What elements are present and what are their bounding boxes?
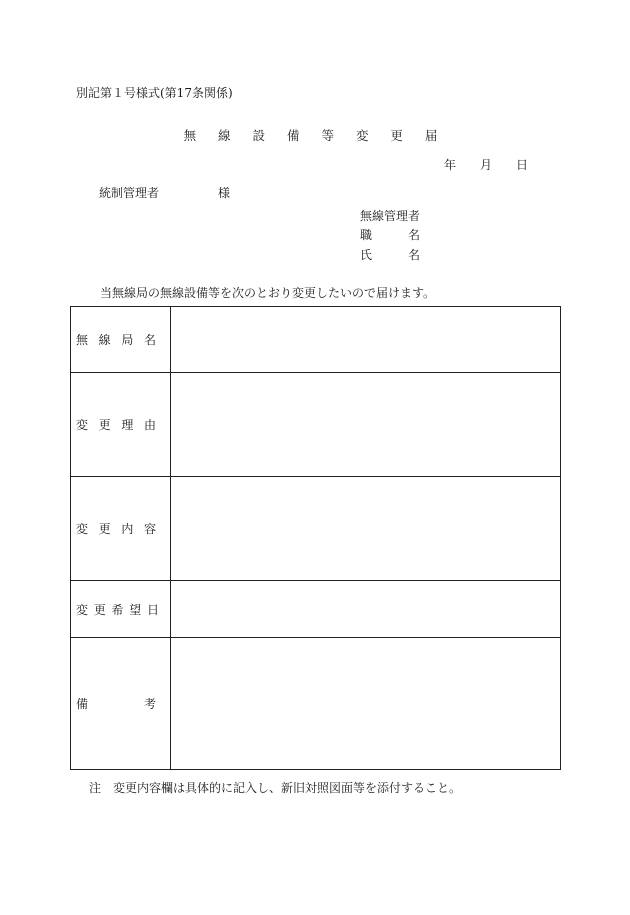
station-name-label <box>71 307 171 373</box>
label-char: 変 <box>76 522 89 536</box>
addressee-honorific: 様 <box>218 186 231 200</box>
applicant-post-char-1: 職 <box>360 228 373 242</box>
table-row-desired-date <box>71 581 561 638</box>
label-char: 更 <box>93 602 106 617</box>
remarks-field[interactable] <box>171 638 561 770</box>
table-row-remarks <box>71 638 561 770</box>
applicant-post-label <box>360 226 420 242</box>
applicant-name-label <box>360 246 420 262</box>
table-row-station-name <box>71 307 561 373</box>
document-title: 無 線 設 備 等 変 更 届 <box>183 128 447 143</box>
label-char: 理 <box>121 418 134 432</box>
label-char: 備 <box>76 697 89 711</box>
label-char: 希 <box>111 602 124 617</box>
station-name-field[interactable] <box>171 307 561 373</box>
applicant-name-char-2: 名 <box>407 248 420 262</box>
date-month-label: 月 <box>480 158 493 172</box>
label-char: 名 <box>143 333 156 347</box>
table-row-change-content <box>71 477 561 581</box>
change-content-label <box>71 477 171 581</box>
applicant-name-char-1: 氏 <box>360 248 373 262</box>
label-char: 望 <box>129 602 142 617</box>
change-content-field[interactable] <box>171 477 561 581</box>
label-char: 更 <box>98 522 111 536</box>
applicant-title: 無線管理者 <box>360 209 421 223</box>
label-char: 変 <box>76 602 89 617</box>
label-char: 由 <box>143 418 156 432</box>
change-reason-field[interactable] <box>171 373 561 477</box>
applicant-post-char-2: 名 <box>407 228 420 242</box>
remarks-label <box>71 638 171 770</box>
label-char: 無 <box>76 333 89 347</box>
label-char: 日 <box>146 602 159 617</box>
date-day-label: 日 <box>516 158 529 172</box>
desired-date-label <box>71 581 171 638</box>
label-char: 線 <box>98 333 111 347</box>
date-year-label: 年 <box>444 158 457 172</box>
label-char: 容 <box>143 522 156 536</box>
label-char: 内 <box>121 522 134 536</box>
table-row-change-reason <box>71 373 561 477</box>
label-char: 考 <box>143 697 156 711</box>
statement: 当無線局の無線設備等を次のとおり変更したいので届けます。 <box>100 286 436 300</box>
form-reference: 別記第１号様式(第17条関係) <box>76 86 233 100</box>
form-table <box>70 306 561 770</box>
footnote: 注 変更内容欄は具体的に記入し、新旧対照図面等を添付すること。 <box>89 781 462 795</box>
label-char: 局 <box>121 333 134 347</box>
label-char: 変 <box>76 418 89 432</box>
change-reason-label <box>71 373 171 477</box>
addressee: 統制管理者 <box>99 186 160 200</box>
label-char: 更 <box>98 418 111 432</box>
desired-date-field[interactable] <box>171 581 561 638</box>
